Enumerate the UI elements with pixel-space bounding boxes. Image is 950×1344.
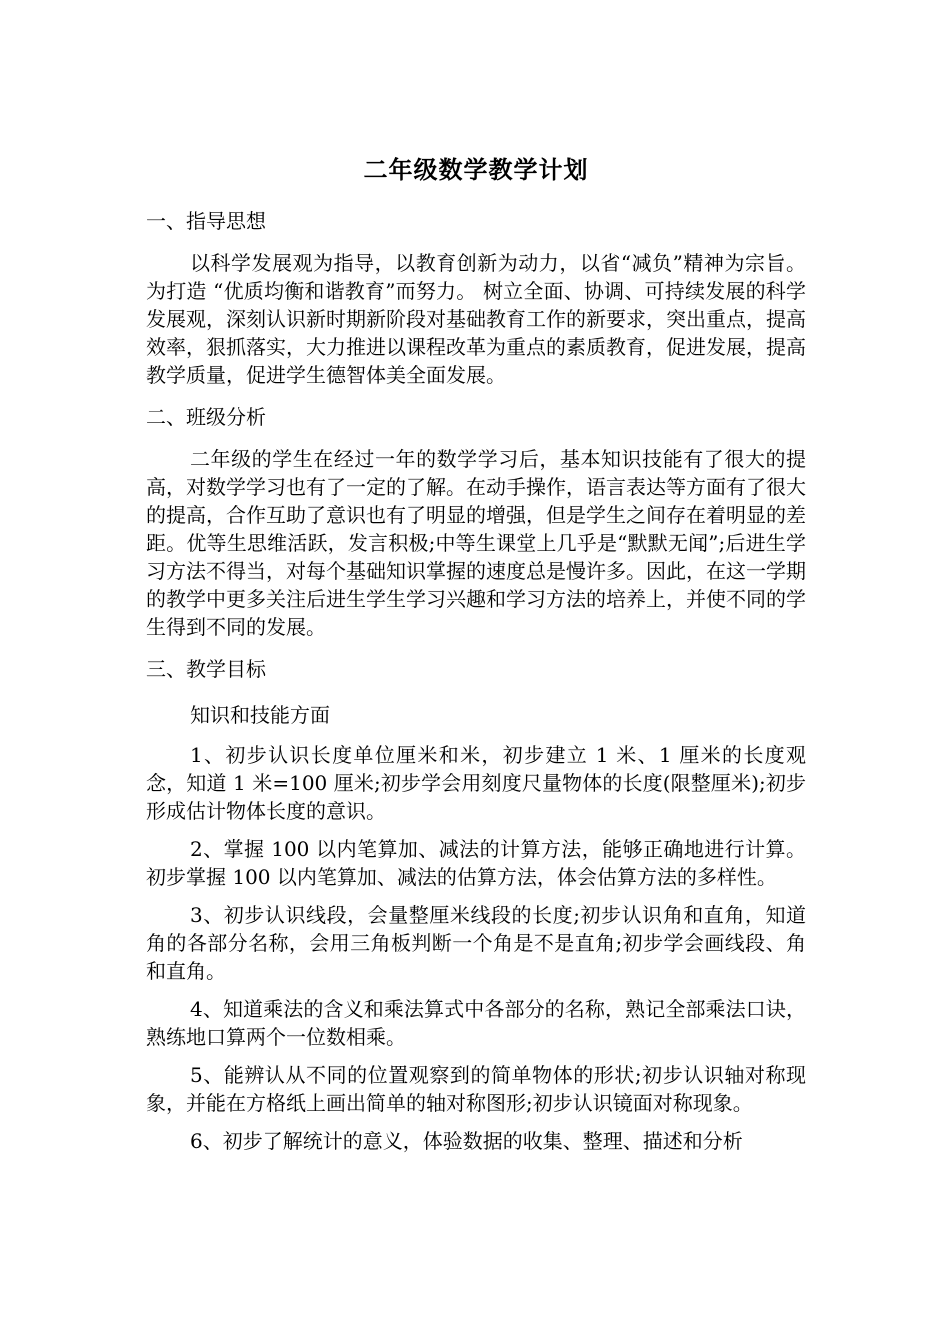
goal-item: 2、掌握 100 以内笔算加、减法的计算方法，能够正确地进行计算。初步掌握 100 以内笔算加、减法的估算方法，体会估算方法的多样性。 — [146, 837, 806, 889]
section-heading-teaching-goals: 三、教学目标 — [146, 657, 266, 681]
section-heading-guiding-ideology: 一、指导思想 — [146, 209, 266, 233]
section-paragraph-guiding-ideology: 以科学发展观为指导，以教育创新为动力，以省“减负”精神为宗旨。为打造 “优质均衡和谐教育”而努力。 树立全面、协调、可持续发展的科学发展观，深刻认识新时期新阶段对基础教育工作的新要求，突出重点，提高效率，狠抓落实，大力推进以课程改革为重点的素质教育，促进发展，提高教学质量，促进学生德智体美全面发展。 — [146, 251, 806, 387]
goal-item: 1、初步认识长度单位厘米和米，初步建立 1 米、1 厘米的长度观念，知道 1 米=100 厘米;初步学会用刻度尺量物体的长度(限整厘米);初步形成估计物体长度的意识。 — [146, 743, 806, 823]
page-title: 二年级数学教学计划 — [363, 155, 589, 184]
document-body — [146, 150, 806, 1155]
goal-item: 5、能辨认从不同的位置观察到的简单物体的形状;初步认识轴对称现象，并能在方格纸上画出简单的轴对称图形;初步认识镜面对称现象。 — [146, 1063, 806, 1115]
goal-item: 3、初步认识线段，会量整厘米线段的长度;初步认识角和直角，知道角的各部分名称，会用三角板判断一个角是不是直角;初步学会画线段、角和直角。 — [146, 903, 806, 983]
section-paragraph-class-analysis: 二年级的学生在经过一年的数学学习后，基本知识技能有了很大的提高，对数学学习也有了一定的了解。在动手操作，语言表达等方面有了很大的提高，合作互助了意识也有了明显的增强，但是学生之间存在着明显的差距。优等生思维活跃，发言积极;中等生课堂上几乎是“默默无闻”;后进生学习方法不得当，对每个基础知识掌握的速度总是慢许多。因此，在这一学期的教学中更多关注后进生学生学习兴趣和学习方法的培养上，并使不同的学生得到不同的发展。 — [146, 447, 806, 639]
subheading-knowledge-skills: 知识和技能方面 — [190, 703, 330, 727]
goal-item: 4、知道乘法的含义和乘法算式中各部分的名称，熟记全部乘法口诀，熟练地口算两个一位数相乘。 — [146, 997, 806, 1049]
goal-item: 6、初步了解统计的意义，体验数据的收集、整理、描述和分析 — [190, 1129, 743, 1153]
section-heading-class-analysis: 二、班级分析 — [146, 405, 266, 429]
